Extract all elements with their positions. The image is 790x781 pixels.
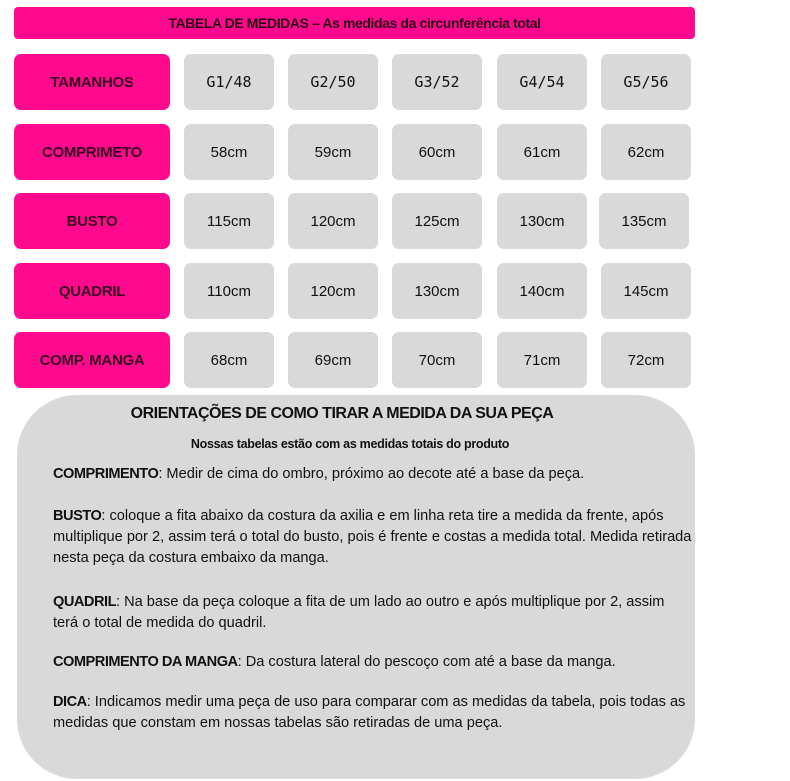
guide-item-hip (53, 592, 693, 634)
size-cell: G5/56 (601, 54, 691, 110)
measure-cell: 69cm (288, 332, 378, 388)
measure-cell: 145cm (601, 263, 691, 319)
guide-text: Medir de cima do ombro, próximo ao decote até a base da peça. (162, 466, 585, 482)
measure-cell: 125cm (392, 193, 482, 249)
measure-cell: 120cm (288, 263, 378, 319)
table-row-sleeve (14, 332, 694, 388)
guide-text: coloque a fita abaixo da costura da axilia e em linha reta tire a medida da frente, após multiplique por 2, assim terá o total do busto, pois é frente e costas a medida total. Medida retirada nesta peça da costura embaixo da manga. (53, 508, 692, 566)
measure-cell: 115cm (184, 193, 274, 249)
measure-cell: 135cm (599, 193, 689, 249)
row-label: COMPRIMETO (14, 124, 170, 180)
guide-text: Da costura lateral do pescoço com até a base da manga. (241, 654, 616, 670)
row-label: COMP. MANGA (14, 332, 170, 388)
measure-cell: 120cm (288, 193, 378, 249)
guide-sep: : (115, 594, 121, 610)
size-cell: G1/48 (184, 54, 274, 110)
guide-sep: : (86, 694, 91, 710)
table-row-length (14, 124, 694, 180)
measure-cell: 70cm (392, 332, 482, 388)
guide-item-bust (53, 506, 693, 569)
measure-cell: 62cm (601, 124, 691, 180)
measure-cell: 68cm (184, 332, 274, 388)
guide-item-tip (53, 692, 693, 734)
table-row-sizes (14, 54, 694, 110)
measure-cell: 58cm (184, 124, 274, 180)
size-cell: G3/52 (392, 54, 482, 110)
measure-cell: 130cm (392, 263, 482, 319)
measure-cell: 60cm (392, 124, 482, 180)
measure-cell: 72cm (601, 332, 691, 388)
guide-text: Na base da peça coloque a fita de um lado ao outro e após multiplique por 2, assim terá o total de medida do quadril. (53, 594, 665, 631)
measure-cell: 61cm (497, 124, 587, 180)
guide-term: QUADRIL (53, 594, 116, 610)
measure-cell: 130cm (497, 193, 587, 249)
guide-title: ORIENTAÇÕES DE COMO TIRAR A MEDIDA DA SUA PEÇA (130, 405, 554, 422)
measure-cell: 71cm (497, 332, 587, 388)
guide-item-length (53, 464, 693, 485)
guide-item-sleeve (53, 652, 693, 673)
row-label: BUSTO (14, 193, 170, 249)
measure-cell: 59cm (288, 124, 378, 180)
guide-sep: : (237, 654, 242, 670)
guide-term: COMPRIMENTO DA MANGA (53, 654, 238, 670)
guide-text: Indicamos medir uma peça de uso para comparar com as medidas da tabela, pois todas as medidas que constam em nossas tabelas são retiradas de uma peça. (53, 694, 686, 731)
table-row-hip (14, 263, 694, 319)
guide-term: COMPRIMENTO (53, 466, 159, 482)
guide-term: BUSTO (53, 508, 102, 524)
guide-subtitle: Nossas tabelas estão com as medidas totais do produto (190, 437, 510, 451)
guide-sep: : (101, 508, 106, 524)
guide-sep: : (158, 466, 163, 482)
guide-term: DICA (53, 694, 87, 710)
measuring-guide-panel (17, 395, 695, 779)
table-row-bust (14, 193, 694, 249)
measure-cell: 110cm (184, 263, 274, 319)
measure-cell: 140cm (497, 263, 587, 319)
table-title: TABELA DE MEDIDAS – As medidas da circunferência total (14, 7, 695, 39)
size-cell: G2/50 (288, 54, 378, 110)
size-cell: G4/54 (497, 54, 587, 110)
row-label: TAMANHOS (14, 54, 170, 110)
row-label: QUADRIL (14, 263, 170, 319)
